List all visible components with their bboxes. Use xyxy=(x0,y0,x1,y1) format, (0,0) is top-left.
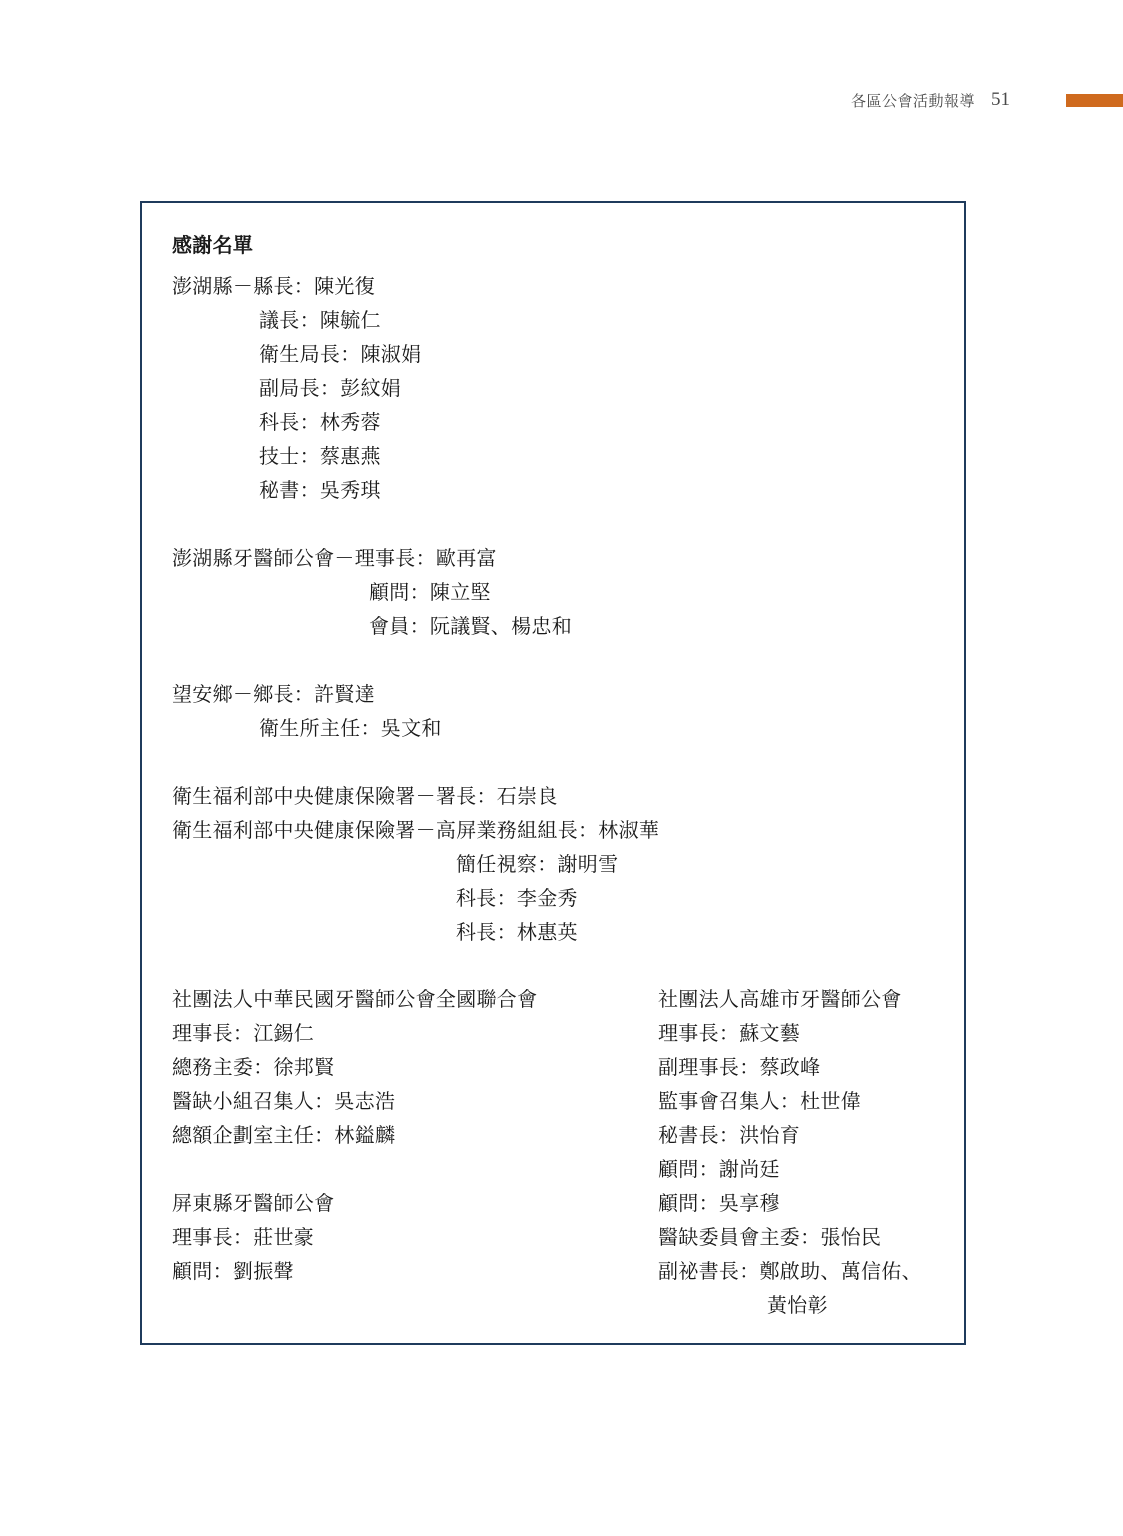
nhi-line-2: 衛生福利部中央健康保險署－高屏業務組組長：林淑華 xyxy=(172,818,660,842)
penghu-county-line-6: 技士：蔡惠燕 xyxy=(259,444,381,468)
penghu-dental-line-1: 澎湖縣牙醫師公會－理事長：歐再富 xyxy=(172,546,497,570)
kaohsiung-line-5: 秘書長：洪怡育 xyxy=(658,1123,801,1147)
national-union-line-1: 社團法人中華民國牙醫師公會全國聯合會 xyxy=(172,987,538,1011)
national-union-line-3: 總務主委：徐邦賢 xyxy=(172,1055,335,1079)
kaohsiung-line-9: 副祕書長：鄭啟助、萬信佑、 xyxy=(658,1259,922,1283)
national-union-line-4: 醫缺小組召集人：吳志浩 xyxy=(172,1089,396,1113)
penghu-county-line-2: 議長：陳毓仁 xyxy=(259,308,381,332)
pingtung-line-3: 顧問：劉振聲 xyxy=(172,1259,294,1283)
pingtung-line-1: 屏東縣牙醫師公會 xyxy=(172,1191,335,1215)
national-union-line-5: 總額企劃室主任：林鎰麟 xyxy=(172,1123,396,1147)
kaohsiung-line-1: 社團法人高雄市牙醫師公會 xyxy=(658,987,902,1011)
page-number: 51 xyxy=(991,89,1010,110)
penghu-county-line-4: 副局長：彭紋娟 xyxy=(259,376,402,400)
kaohsiung-line-6: 顧問：謝尚廷 xyxy=(658,1157,780,1181)
penghu-dental-line-3: 會員：阮議賢、楊忠和 xyxy=(369,614,572,638)
kaohsiung-line-10: 黃怡彰 xyxy=(767,1293,828,1317)
nhi-line-3: 簡任視察：謝明雪 xyxy=(456,852,619,876)
kaohsiung-line-7: 顧問：吳享穆 xyxy=(658,1191,780,1215)
nhi-line-1: 衛生福利部中央健康保險署－署長：石崇良 xyxy=(172,784,558,808)
kaohsiung-line-8: 醫缺委員會主委：張怡民 xyxy=(658,1225,882,1249)
nhi-line-5: 科長：林惠英 xyxy=(456,920,578,944)
page-header xyxy=(851,88,1010,112)
kaohsiung-line-4: 監事會召集人：杜世偉 xyxy=(658,1089,861,1113)
penghu-county-line-1: 澎湖縣－縣長：陳光復 xyxy=(172,274,375,298)
section-title: 各區公會活動報導 xyxy=(850,91,975,110)
national-union-line-2: 理事長：江錫仁 xyxy=(172,1021,315,1045)
wangan-line-2: 衛生所主任：吳文和 xyxy=(259,716,442,740)
kaohsiung-line-3: 副理事長：蔡政峰 xyxy=(658,1055,821,1079)
thanks-title: 感謝名單 xyxy=(172,233,254,257)
penghu-county-line-3: 衛生局長：陳淑娟 xyxy=(259,342,422,366)
pingtung-line-2: 理事長：莊世豪 xyxy=(172,1225,315,1249)
header-accent-bar xyxy=(1066,94,1123,107)
penghu-county-line-7: 秘書：吳秀琪 xyxy=(259,478,381,502)
penghu-county-line-5: 科長：林秀蓉 xyxy=(259,410,381,434)
penghu-dental-line-2: 顧問：陳立堅 xyxy=(369,580,491,604)
nhi-line-4: 科長：李金秀 xyxy=(456,886,578,910)
kaohsiung-line-2: 理事長：蘇文藝 xyxy=(658,1021,801,1045)
wangan-line-1: 望安鄉－鄉長：許賢達 xyxy=(172,682,375,706)
